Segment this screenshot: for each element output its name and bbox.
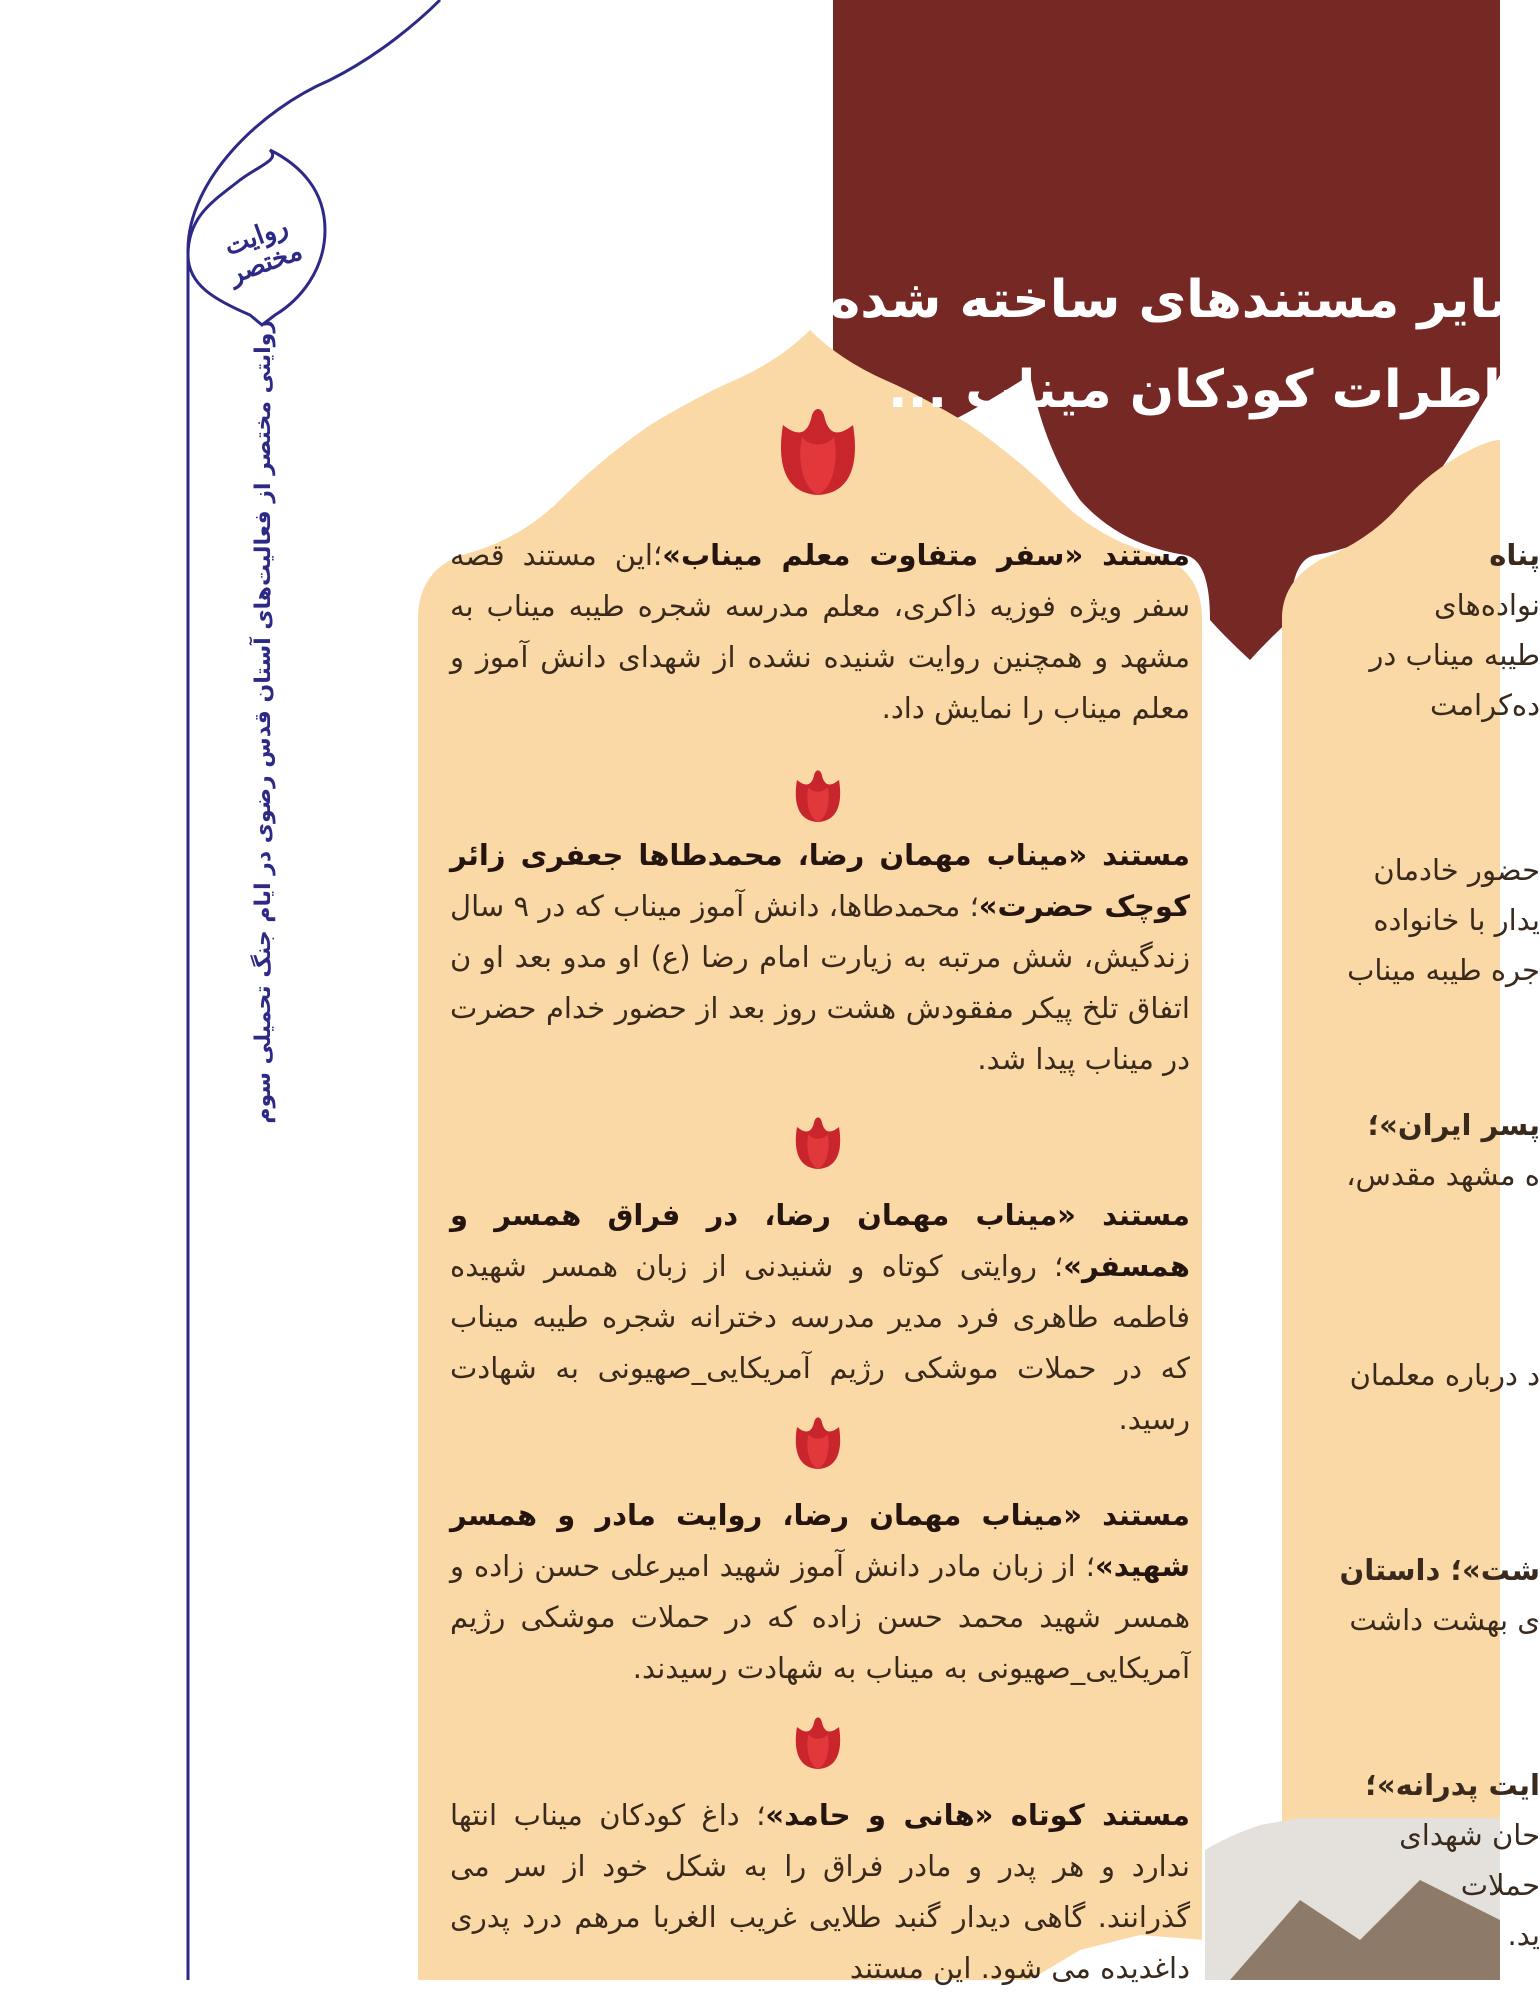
peek-line: حان شهدای bbox=[1399, 1818, 1540, 1852]
peek-line: پناه bbox=[1489, 538, 1540, 572]
documentary-item bbox=[450, 1790, 1190, 1994]
peek-line: شت»؛ داستان bbox=[1339, 1553, 1540, 1587]
peek-line: حملات bbox=[1460, 1868, 1540, 1902]
item-title: مستند کوتاه «هانی و حامد» bbox=[765, 1798, 1191, 1832]
documentary-item bbox=[450, 830, 1190, 1085]
peek-line: پسر ایران»؛ bbox=[1367, 1108, 1540, 1142]
item-title: مستند «میناب مهمان رضا، محمدطاها جعفری زائر کوچک حضرت» bbox=[450, 838, 1190, 923]
item-body: ؛ محمدطاها، دانش آموز میناب که در ۹ سال زندگیش، شش مرتبه به زیارت امام رضا (ع) او مدو بعد او ن اتفاق تلخ پیکر مفقودش هشت روز بعد از حضور خدام حضرت در میناب پیدا شد. bbox=[450, 889, 1190, 1076]
peek-line: یدار با خانواده bbox=[1373, 903, 1540, 937]
logo-lettering: روایت مختصر bbox=[220, 211, 307, 291]
item-body: ؛ روایتی کوتاه و شنیدنی از زبان همسر شهیده فاطمه طاهری فرد مدیر مدرسه دخترانه شجره طیبه میناب که در حملات موشکی رژیم آمریکایی_صهیونی به شهادت رسید. bbox=[450, 1249, 1190, 1436]
sidebar-caption: روایتی مختصر از فعالیت‌های آستان قدس رضوی در ایام جنگ تحمیلی سوم bbox=[251, 320, 276, 1124]
item-body: ؛ داغ کودکان میناب انتها ندارد و هر پدر و مادر فراق را به شکل خود از سر می گذرانند. گاهی دیدار گنبد طلایی غریب الغربا مرهم درد پدری داغدیده می شود. این مستند bbox=[450, 1798, 1190, 1985]
item-title: مستند «میناب مهمان رضا، در فراق همسر و همسفر» bbox=[450, 1198, 1190, 1283]
documentary-item bbox=[450, 1490, 1190, 1694]
peek-line: طیبه میناب در bbox=[1369, 638, 1540, 672]
peek-line: ی بهشت داشت bbox=[1349, 1603, 1540, 1637]
banner-title-line-1: سایر مستندهای ساخته شده bbox=[829, 270, 1540, 330]
item-title: مستند «میناب مهمان رضا، روایت مادر و همسر شهید» bbox=[450, 1498, 1190, 1583]
item-body: ؛این مستند قصه سفر ویژه فوزیه ذاکری، معلم مدرسه شجره طیبه میناب به مشهد و همچنین روایت شنیده نشده از شهدای دانش آموز و معلم میناب را نمایش داد. bbox=[450, 538, 1190, 725]
peek-line: ده‌کرامت bbox=[1430, 688, 1540, 722]
item-body: ؛ از زبان مادر دانش آموز شهید امیرعلی حسن زاده و همسر شهید محمد حسن زاده که در حملات موشکی رژیم آمریکایی_صهیونی به میناب به شهادت رسیدند. bbox=[450, 1549, 1190, 1685]
documentary-item bbox=[450, 1190, 1190, 1445]
banner-title-line-2: خاطرات کودکان میناب ... bbox=[887, 360, 1540, 420]
peek-line: جره طیبه میناب bbox=[1347, 953, 1540, 987]
banner-title bbox=[829, 255, 1540, 435]
documentary-item bbox=[450, 530, 1190, 734]
peek-line: حضور خادمان bbox=[1373, 853, 1540, 887]
peek-line: ه مشهد مقدس، bbox=[1346, 1158, 1540, 1192]
item-title: مستند «سفر متفاوت معلم میناب» bbox=[662, 538, 1191, 572]
peek-line: ایت پدرانه»؛ bbox=[1365, 1768, 1540, 1802]
peek-line: ید. bbox=[1507, 1918, 1540, 1952]
peek-line: د درباره معلمان bbox=[1349, 1358, 1540, 1392]
peek-line: نواده‌های bbox=[1433, 588, 1540, 622]
